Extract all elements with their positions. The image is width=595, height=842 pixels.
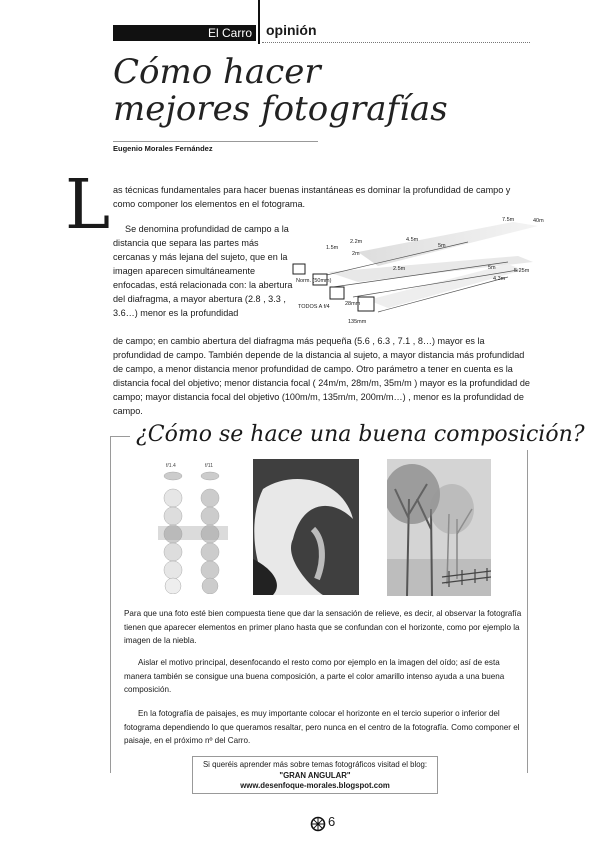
wheel-icon <box>310 816 326 832</box>
diagram-label: Norm. (50mm) <box>296 278 332 284</box>
article-title <box>113 54 448 128</box>
blog-url[interactable]: www.desenfoque-morales.blogspot.com <box>240 781 390 790</box>
calla-lily-photo <box>253 459 359 595</box>
body-paragraph-1-text: Se denomina profundidad de campo a la distancia que separa las partes más cercanas y más lejana del sujeto, que en la imagen aparecen simultáneamente enfocadas, está relacionada con: la abertura del diafragma, a mayor abertura (2.8 , 3.3 , 3.6…) menor es la profundidad <box>113 224 293 318</box>
foggy-trees-photo <box>387 459 491 596</box>
composition-paragraph-3 <box>124 707 524 748</box>
blog-name: "GRAN ANGULAR" <box>279 770 351 780</box>
diagram-label: 2.2m <box>350 239 363 245</box>
diagram-label: 1.5m <box>326 245 339 251</box>
body-paragraph-1-continued: de campo; en cambio abertura del diafragma más pequeña (5.6 , 6.3 , 7.1 , 8…) mayor es la profundidad de campo. También depende de la distancia al sujeto, a mayor distancia más profundidad de campo, a menor distancia menor profundidad de campo. Otro parámetro a tener en cuenta es la distancia focal del objetivo; menor distancia focal ( 24m/m, 28m/m, 35m/m ) mayor es la profundidad de campo; mayor distancia focal del objetivo (100m/m, 135m/m, 200m/m…) , menor es la profundidad de campo. <box>113 336 530 416</box>
diagram-label: 135mm <box>348 319 367 325</box>
article-author: Eugenio Morales Fernández <box>113 144 213 153</box>
composition-paragraph-1: Para que una foto esté bien compuesta tiene que dar la sensación de relieve, es decir, al observar la fotografía tienen que aparecer elementos en primer plano hasta que se confundan con el horizonte, como por ejemplo la imagen de la niebla. <box>124 609 522 645</box>
diagram-label: 2.5m <box>393 266 406 272</box>
composition-title: ¿Cómo se hace una buena composición? <box>130 420 591 450</box>
body-paragraph-1 <box>113 222 295 320</box>
aperture-comparison-image <box>148 458 238 594</box>
diagram-label: TODOS A f/4 <box>298 304 330 310</box>
section-title: opinión <box>266 22 317 38</box>
diagram-label: 2m <box>352 251 360 257</box>
depth-of-field-diagram <box>288 212 546 334</box>
diagram-label: 40m <box>533 218 544 224</box>
aperture-label-narrow: f/11 <box>205 463 213 469</box>
diagram-label: 4.3m <box>493 276 506 282</box>
composition-paragraph-2-text: Aislar el motivo principal, desenfocando el resto como por ejemplo en la imagen del oído; así de esta manera también se consigue una buena composición, a parte el color amarillo intenso ayuda a una buena composición. <box>124 658 505 694</box>
blog-intro: Si queréis aprender más sobre temas fotográficos visitad el blog: <box>202 760 428 769</box>
author-rule <box>113 141 318 142</box>
aperture-label-wide: f/1.4 <box>166 463 176 469</box>
header-divider <box>258 0 260 44</box>
diagram-label: 5.25m <box>514 268 530 274</box>
section-tag: El Carro <box>113 25 256 41</box>
diagram-label: 28mm <box>345 301 361 307</box>
page-number: 6 <box>328 814 336 829</box>
diagram-label: 5m <box>438 243 446 249</box>
blog-callout <box>192 756 438 794</box>
diagram-label: 7.5m <box>502 217 515 223</box>
composition-paragraph-2 <box>124 656 524 697</box>
diagram-label: 5m <box>488 265 496 271</box>
diagram-label: 4.5m <box>406 237 419 243</box>
intro-paragraph: as técnicas fundamentales para hacer buenas instantáneas es dominar la profundidad de campo y como componer los elementos en el fotograma. <box>113 185 511 209</box>
drop-cap: L <box>65 166 111 245</box>
composition-paragraph-3-text: En la fotografía de paisajes, es muy importante colocar el horizonte en el tercio superior o inferior del fotograma dependiendo lo que queramos resaltar, pero nunca en el centro de la fotografía. Como componer el paisaje, en el próximo nº del Carro. <box>124 709 520 745</box>
title-line-2: mejores fotografías <box>113 89 448 129</box>
title-line-1: Cómo hacer <box>113 52 321 92</box>
header-rule <box>262 42 530 43</box>
